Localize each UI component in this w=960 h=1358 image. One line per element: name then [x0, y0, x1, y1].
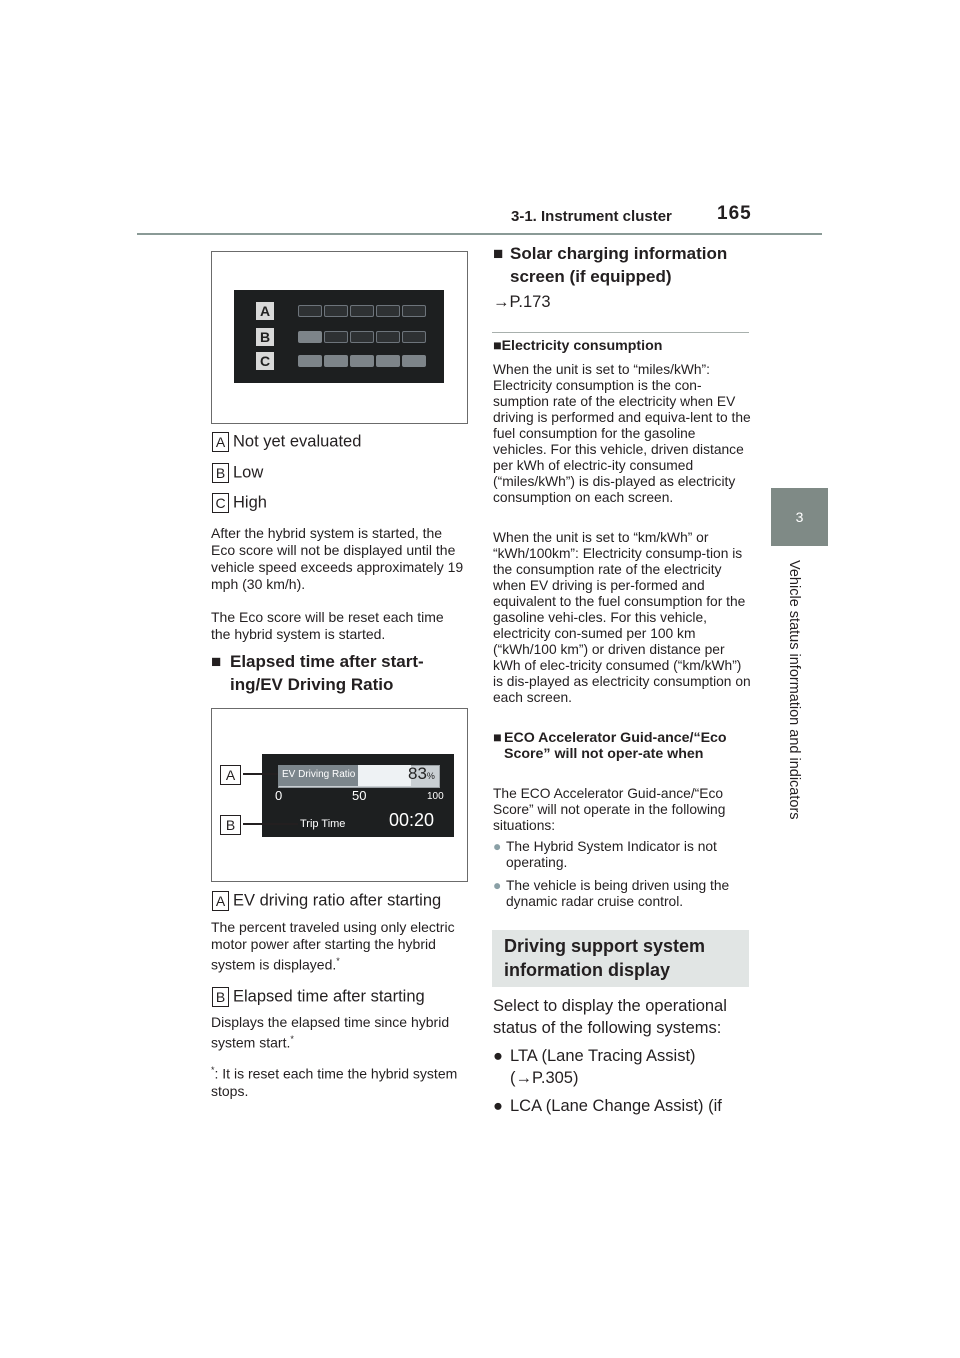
paragraph-eco-score-reset: The Eco score will be reset each time the hybrid system is started.: [211, 609, 444, 642]
label-a-box: A: [212, 432, 229, 452]
eco-score-segment: [350, 355, 374, 367]
solar-ref-text: P.173: [509, 293, 551, 311]
trip-time-value: 00:20: [389, 810, 435, 830]
eco-score-segment: [350, 305, 374, 317]
legend2-b-text: Elapsed time after starting: [233, 987, 425, 1006]
legend-b-text: Low: [233, 463, 264, 482]
section-divider: [492, 332, 749, 333]
label2-a-box: A: [212, 891, 229, 911]
eco-score-segment: [324, 331, 348, 343]
ev-tick-50: 50: [352, 788, 367, 803]
electricity-para-1: When the unit is set to “miles/kWh”: Electricity consumption is the con-sumption rate of the electricity when EV driving is performed and equiva-lent to the fuel consumption for the gasoline vehicles. For this vehicle, driven distance per kWh of electric-ity consumed (“miles/kWh”) is dis-played as electricity consumption on each screen.: [493, 362, 751, 505]
chapter-tab: 3: [771, 488, 828, 546]
heading-elapsed-time: ■ Elapsed time after start-ing/EV Driving Ratio: [211, 650, 466, 696]
item-2-text: LCA (Lane Change Assist) (if: [510, 1097, 722, 1115]
eco-score-segment: [402, 355, 426, 367]
item-1-text: LTA (Lane Tracing Assist): [510, 1047, 696, 1065]
label-c-box: C: [212, 493, 229, 513]
legend2-a-desc-text: The percent traveled using only electric motor power after starting the hybrid system is displayed.: [211, 919, 455, 973]
page-number: 165: [717, 203, 752, 224]
legend2-a: [212, 891, 441, 911]
ev-ratio-value: [408, 764, 435, 784]
ev-ratio-number: 83: [408, 764, 427, 783]
driving-support-item-1: ● LTA (Lane Tracing Assist) (→P.305): [493, 1047, 696, 1087]
heading-electricity-text: Electricity consumption: [501, 338, 663, 354]
legend2-b-desc-text: Displays the elapsed time since hybrid system start.: [211, 1014, 450, 1051]
driving-support-title: Driving support system information display: [504, 936, 706, 980]
footnote-asterisk: *: [211, 1065, 215, 1075]
chapter-title: Vehicle status information and indicators: [786, 560, 802, 820]
eco-score-segment: [402, 305, 426, 317]
legend-c-text: High: [233, 493, 267, 512]
eco-score-segment: [376, 331, 400, 343]
eco-score-segment: [324, 305, 348, 317]
arrow-icon: →: [493, 293, 510, 311]
eco-score-screen: [234, 290, 444, 383]
legend-b: [212, 463, 263, 483]
heading-electricity: ■Electricity consumption: [493, 338, 663, 354]
paragraph-eco-score-display: After the hybrid system is started, the Eco score will not be displayed until the vehicle speed exceeds approximately 19 mph (30 km/h).: [211, 525, 464, 592]
callout-a: A: [220, 765, 241, 785]
heading-eco-accelerator: ■ ECO Accelerator Guid-ance/“Eco Score” will not oper-ate when: [493, 730, 749, 762]
screen-label-c: C: [256, 352, 274, 370]
electricity-para-2: When the unit is set to “km/kWh” or “kWh/100km”: Electricity consump-tion is the consumption rate of the electricity when EV driving is per-formed and equivalent to the fuel consumption for the gasoline vehi-cles. For this vehicle, electricity con-sumed per 100 km (“kWh/100 km”) or driven distance per kWh of elec-tricity consumed (“km/kWh”) is dis-played as electricity consumption on each screen.: [493, 530, 751, 705]
ev-ratio-screen: [262, 754, 454, 837]
callout-b: B: [220, 815, 241, 835]
ev-tick-0: 0: [275, 788, 283, 803]
eco-bullet-2: ● The vehicle is being driven using the dynamic radar cruise control.: [493, 878, 749, 910]
legend2-a-text: EV driving ratio after starting: [233, 891, 442, 910]
legend2-b-desc: [211, 1014, 466, 1052]
heading-solar-text: Solar charging information screen (if equipped): [510, 244, 728, 286]
eco-score-segment: [298, 331, 322, 343]
screen-label-a: A: [256, 302, 274, 320]
eco-score-segment: [324, 355, 348, 367]
eco-bullet-1: ● The Hybrid System Indicator is not operating.: [493, 839, 749, 871]
callout-line-a: [243, 773, 278, 775]
eco-bullet-2-text: The vehicle is being driven using the dynamic radar cruise control.: [506, 878, 730, 909]
eco-score-segment: [376, 305, 400, 317]
heading-eco-text: ECO Accelerator Guid-ance/“Eco Score” will not oper-ate when: [504, 730, 727, 762]
ev-ratio-figure: [211, 708, 468, 882]
ev-ratio-unit: %: [426, 771, 435, 781]
driving-support-intro: Select to display the operational status of the following systems:: [493, 997, 727, 1037]
asterisk-b: *: [290, 1034, 294, 1044]
footnote-text: : It is reset each time the hybrid system stops.: [211, 1065, 458, 1099]
label-b-box: B: [212, 463, 229, 483]
heading-elapsed-text: Elapsed time after start-ing/EV Driving Ratio: [230, 652, 424, 694]
legend-a-text: Not yet evaluated: [233, 432, 362, 451]
heading-solar: ■ Solar charging information screen (if equipped): [493, 242, 749, 288]
legend-c: [212, 493, 267, 513]
label2-b-box: B: [212, 987, 229, 1007]
header-rule: [137, 233, 822, 235]
item-1-ref: (→P.305): [510, 1069, 579, 1087]
footnote: [211, 1062, 466, 1100]
section-title: 3-1. Instrument cluster: [511, 208, 672, 225]
eco-score-segment: [298, 305, 322, 317]
eco-score-segment: [376, 355, 400, 367]
ev-ratio-label: EV Driving Ratio: [282, 769, 356, 780]
legend2-b: [212, 987, 425, 1007]
eco-bullet-1-text: The Hybrid System Indicator is not operating.: [506, 839, 717, 870]
eco-score-segment: [298, 355, 322, 367]
eco-score-segment: [350, 331, 374, 343]
solar-reference: [493, 293, 551, 312]
eco-score-figure: [211, 251, 468, 424]
driving-support-item-2: ● LCA (Lane Change Assist) (if: [493, 1095, 751, 1117]
legend-a: [212, 432, 361, 452]
eco-score-segment: [402, 331, 426, 343]
ev-tick-100: 100: [427, 791, 444, 802]
legend2-a-desc: [211, 919, 466, 974]
eco-intro: The ECO Accelerator Guid-ance/“Eco Score” will not operate in the following situations:: [493, 786, 726, 833]
driving-support-heading-box: [492, 930, 749, 987]
screen-label-b: B: [256, 328, 274, 346]
trip-time-label: Trip Time: [300, 818, 346, 830]
callout-line-b: [243, 823, 298, 825]
asterisk-a: *: [336, 956, 340, 966]
